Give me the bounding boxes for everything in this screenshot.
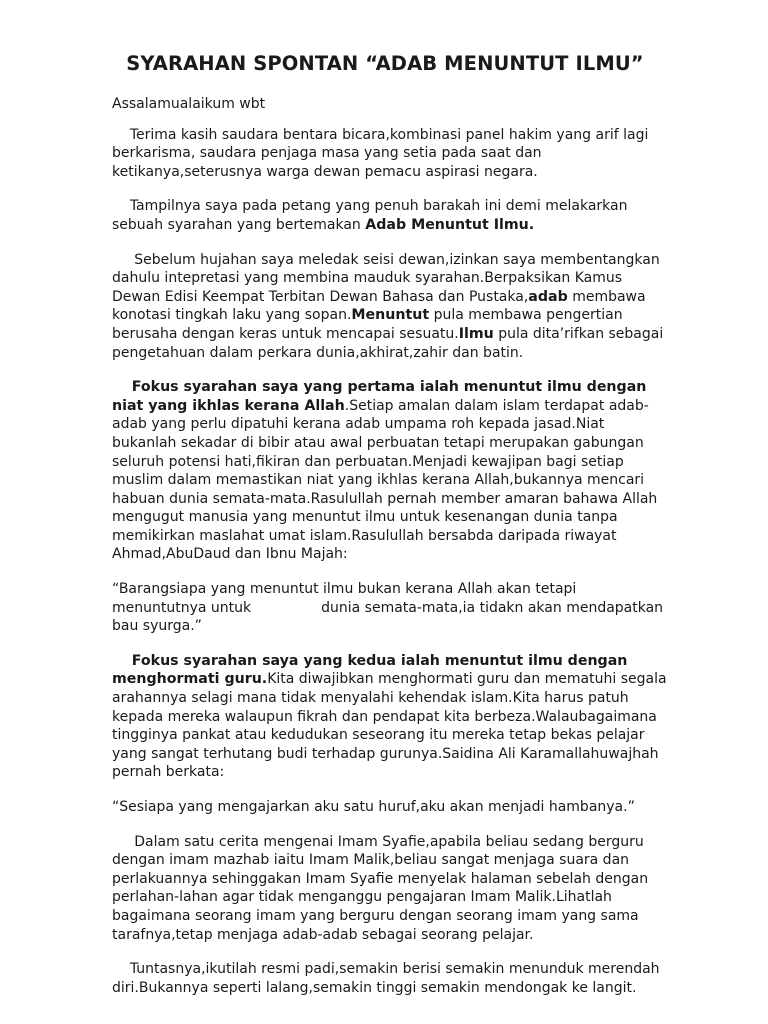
quote-hadith-part1: “Barangsiapa yang menuntut ilmu bukan kerana Allah akan tetapi menuntutnya untuk <box>112 581 577 616</box>
paragraph-definitions <box>112 251 668 363</box>
paragraph-theme <box>112 197 668 234</box>
paragraph-imam-syafie: Dalam satu cerita mengenai Imam Syafie,apabila beliau sedang berguru dengan imam mazhab iaitu Imam Malik,beliau sangat menjaga suara dan perlakuannya sehinggakan Imam Syafie menyelak halaman sebelah dengan perlahan-lahan agar tidak menganggu pengajaran Imam Malik.Lihatlah bagaimana seorang imam yang berguru dengan seorang imam yang sama tarafnya,tetap menjaga adab-adab sebagai seorang pelajar. <box>112 833 653 943</box>
theme-text: Tampilnya saya pada petang yang penuh barakah ini demi melakarkan sebuah syarahan yang bertemakan <box>112 198 632 233</box>
focus-one-text: .Setiap amalan dalam islam terdapat adab-adab yang perlu dipatuhi kerana adab umpama roh kepada jasad.Niat bukanlah sekadar di bibir atau awal perbuatan tetapi merupakan gabungan seluruh potensi hati,fikiran dan perbuatan.Menjadi kewajipan bagi setiap muslim dalam memastikan niat yang ikhlas kerana Allah,bukannya mencari habuan dunia semata-mata.Rasulullah pernah member amaran bahawa Allah mengugut manusia yang menuntut ilmu untuk kesenangan dunia tanpa memikirkan maslahat umat islam.Rasulullah bersabda daripada riwayat Ahmad,AbuDaud dan Ibnu Majah: <box>112 397 662 563</box>
quote-hadith-part2: dunia semata-mata,ia tidakn akan mendapatkan bau syurga.” <box>112 599 664 635</box>
definitions-text-2: membawa konotasi tingkah laku yang sopan. <box>112 288 651 324</box>
term-menuntut: Menuntut <box>351 307 430 324</box>
focus-one-heading: Fokus syarahan saya yang pertama ialah menuntut ilmu dengan niat yang ikhlas kerana Allah <box>112 379 652 414</box>
definitions-text-4: pula dita’rifkan sebagai pengetahuan dalam perkara dunia,akhirat,zahir dan batin. <box>112 325 668 361</box>
term-adab: adab <box>528 288 568 305</box>
focus-two-heading: Fokus syarahan saya yang kedua ialah menuntut ilmu dengan menghormati guru. <box>112 652 633 688</box>
focus-two-text: Kita diwajibkan menghormati guru dan mematuhi segala arahannya selagi mana tidak menyalahi kehendak islam.Kita harus patuh kepada mereka walaupun fikrah dan pendapat kita berbeza.Walaubagaimana tingginya pankat atau kedudukan seseorang itu mereka tetap bekas pelajar yang sangat terhutang budi terhadap gurunya.Saidina Ali Karamallahuwajhah pernah berkata: <box>112 671 671 781</box>
theme-title: Adab Menuntut Ilmu. <box>365 216 535 233</box>
quote-hadith <box>112 580 668 636</box>
definitions-text-1: Sebelum hujahan saya meledak seisi dewan,izinkan saya membentangkan dahulu intepretasi yang membina mauduk syarahan.Berpaksikan Kamus Dewan Edisi Keempat Terbitan Dewan Bahasa dan Pustaka, <box>112 251 665 305</box>
document-title: SYARAHAN SPONTAN “ADAB MENUNTUT ILMU” <box>126 52 644 75</box>
paragraph-focus-one <box>112 378 668 564</box>
paragraph-focus-two <box>112 652 671 782</box>
paragraph-opening: Terima kasih saudara bentara bicara,kombinasi panel hakim yang arif lagi berkarisma, saudara penjaga masa yang setia pada saat dan ketikanya,seterusnya warga dewan pemacu aspirasi negara. <box>112 126 653 180</box>
term-ilmu: Ilmu <box>458 325 494 342</box>
definitions-text-3: pula membawa pengertian berusaha dengan keras untuk mencapai sesuatu. <box>112 307 628 342</box>
paragraph-conclusion: Tuntasnya,ikutilah resmi padi,semakin berisi semakin menunduk merendah diri.Bukannya seperti lalang,semakin tinggi semakin mendongak ke langit. <box>112 961 665 996</box>
quote-saidina-ali: “Sesiapa yang mengajarkan aku satu huruf,aku akan menjadi hambanya.” <box>112 799 635 815</box>
greeting: Assalamualaikum wbt <box>112 96 266 112</box>
